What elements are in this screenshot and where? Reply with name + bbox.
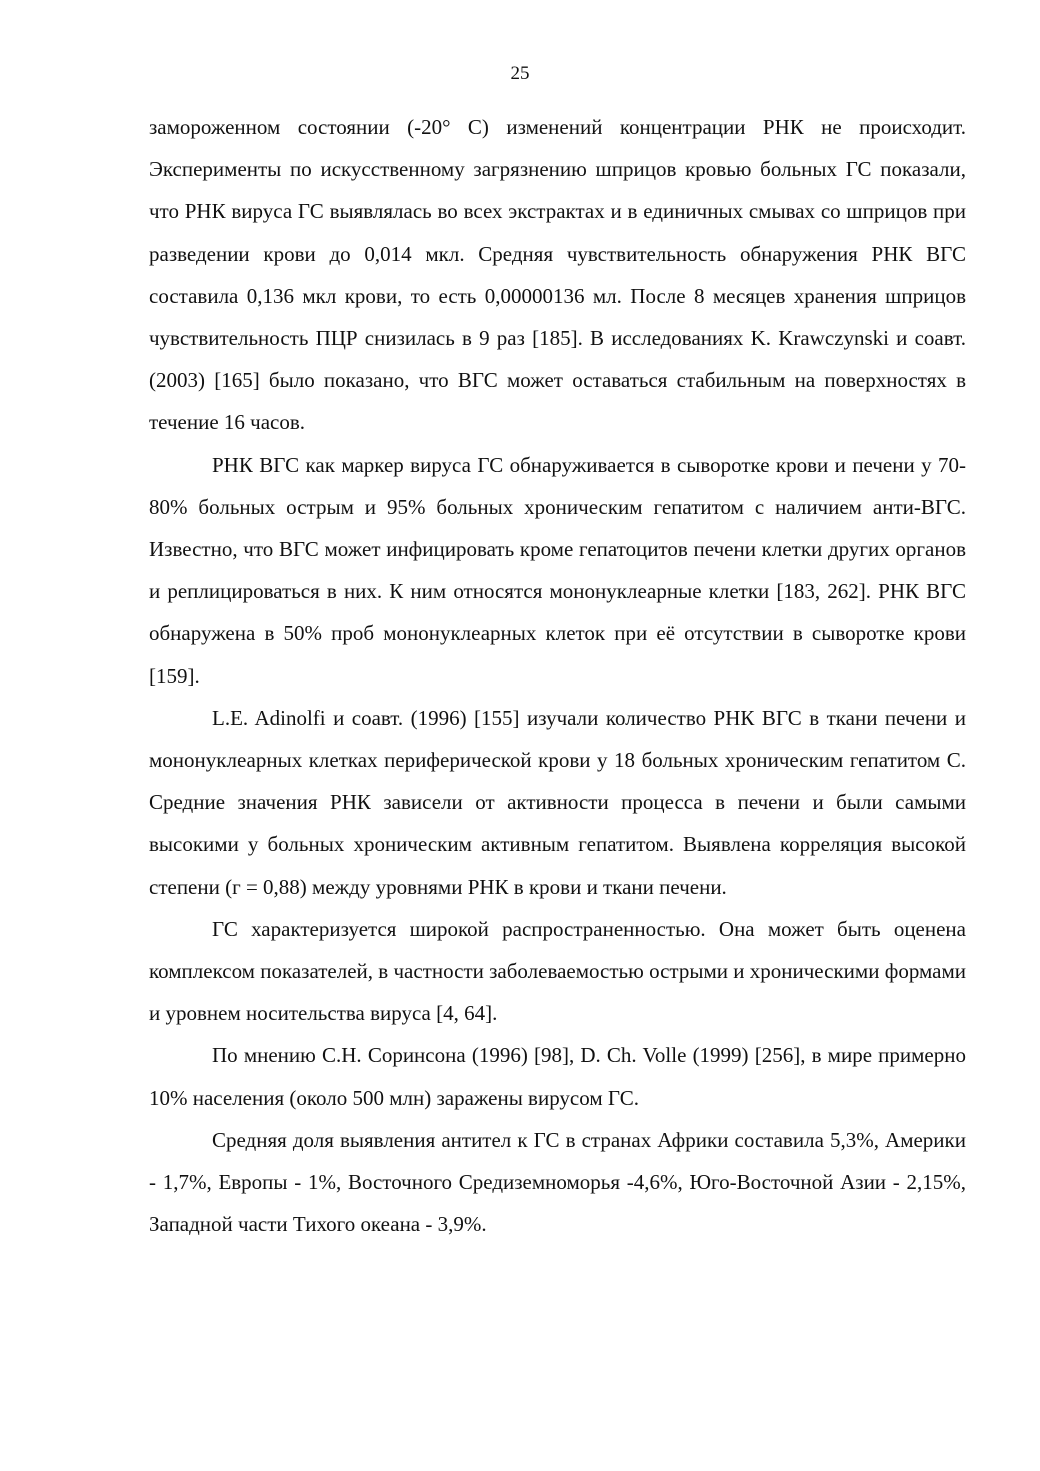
paragraph-4: ГС характеризуется широкой распространенностью. Она может быть оценена комплексом показателей, в частности заболеваемостью острыми и хроническими формами и уровнем носительства вируса [4, 64].	[149, 916, 966, 1026]
paragraph-1: замороженном состоянии (-20° С) изменений концентрации РНК не происходит. Эксперименты по искусственному загрязнению шприцов кровью больных ГС показали, что РНК вируса ГС выявлялась во всех экстрактах и в единичных смывах со шприцов при разведении крови до 0,014 мкл. Средняя чувствительность обнаружения РНК ВГС составила 0,136 мкл крови, то есть 0,00000136 мл. После 8 месяцев хранения шприцов чувствительность ПЦР снизилась в 9 раз [185]. В исследованиях K. Krawczynski и соавт. (2003) [165] было показано, что ВГС может оставаться стабильным на поверхностях в течение 16 часов.	[149, 115, 966, 435]
paragraph-6: Средняя доля выявления антител к ГС в странах Африки составила 5,3%, Америки - 1,7%, Европы - 1%, Восточного Средиземноморья -4,6%, Юго-Восточной Азии - 2,15%, Западной части Тихого океана - 3,9%.	[149, 1127, 966, 1237]
paragraph-2: РНК ВГС как маркер вируса ГС обнаруживается в сыворотке крови и печени у 70-80% больных острым и 95% больных хроническим гепатитом с наличием анти-ВГС. Известно, что ВГС может инфицировать кроме гепатоцитов печени клетки других органов и реплицироваться в них. К ним относятся мононуклеарные клетки [183, 262]. РНК ВГС обнаружена в 50% проб мононуклеарных клеток при её отсутствии в сыворотке крови [159].	[149, 452, 966, 688]
page-number: 25	[510, 63, 530, 84]
paragraph-3: L.E. Adinolfi и соавт. (1996) [155] изучали количество РНК ВГС в ткани печени и мононуклеарных клетках периферической крови у 18 больных хроническим гепатитом С. Средние значения РНК зависели от активности процесса в печени и были самыми высокими у больных хроническим активным гепатитом. Выявлена корреляция высокой степени (г = 0,88) между уровнями РНК в крови и ткани печени.	[149, 705, 966, 899]
body-text	[149, 106, 966, 1245]
paragraph-5: По мнению С.Н. Соринсона (1996) [98], D. Ch. Volle (1999) [256], в мире примерно 10% населения (около 500 млн) заражены вирусом ГС.	[149, 1043, 966, 1110]
